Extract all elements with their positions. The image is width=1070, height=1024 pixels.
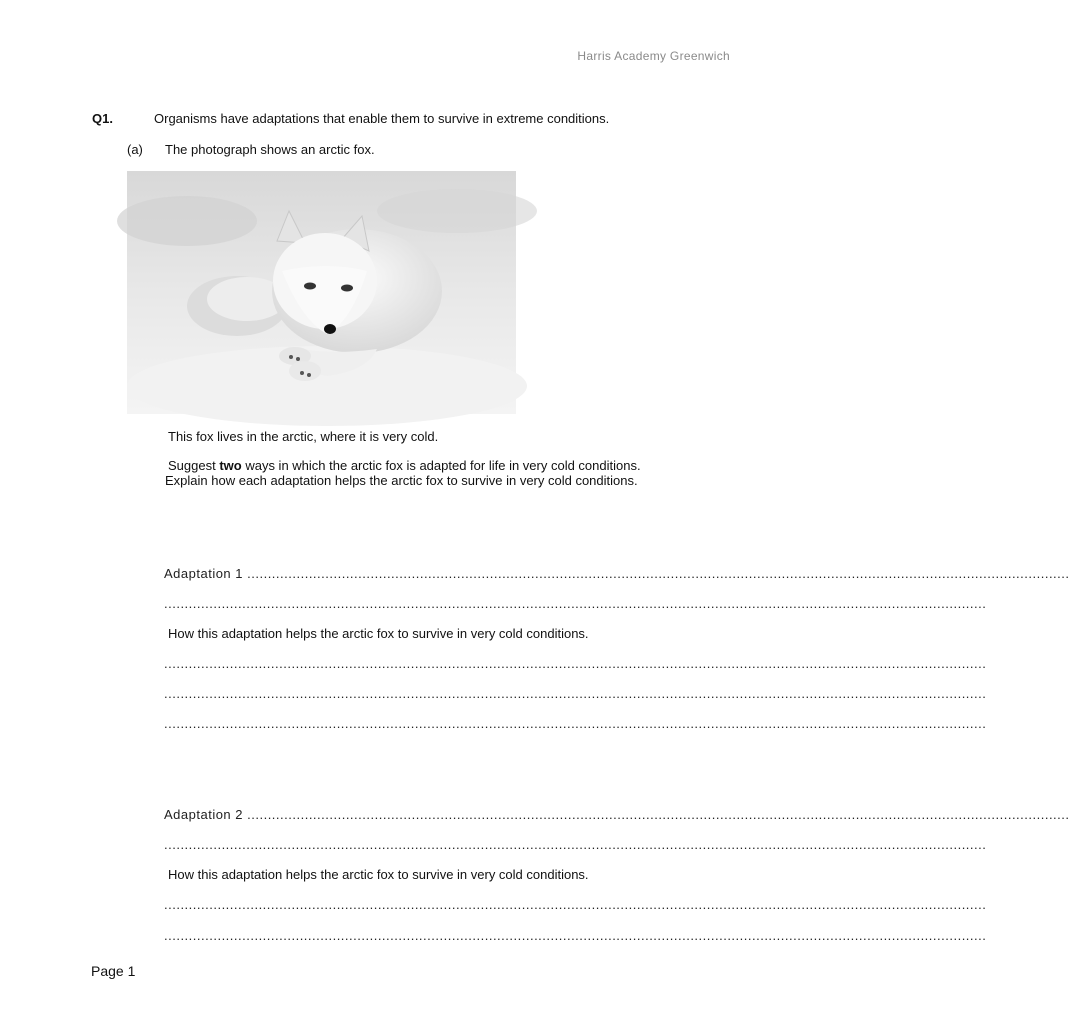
answer-line[interactable]: ........................................................................................................................................................................................................ bbox=[164, 837, 987, 852]
how-prompt: How this adaptation helps the arctic fox to survive in very cold conditions. bbox=[168, 867, 589, 882]
part-text: The photograph shows an arctic fox. bbox=[165, 142, 375, 157]
answer-line[interactable]: ........................................................................................................................................................................................................ bbox=[164, 656, 987, 671]
header-school-name: Harris Academy Greenwich bbox=[577, 49, 730, 63]
adaptation2-answer-line[interactable]: Adaptation 2 ........................................................................................................................................................................................................ bbox=[164, 807, 1070, 822]
question-number: Q1. bbox=[92, 111, 113, 126]
page-number: Page 1 bbox=[91, 963, 136, 979]
answer-line[interactable]: ........................................................................................................................................................................................................ bbox=[164, 928, 987, 943]
answer-line[interactable]: ........................................................................................................................................................................................................ bbox=[164, 686, 987, 701]
part-label: (a) bbox=[127, 142, 143, 157]
question-intro: Organisms have adaptations that enable them to survive in extreme conditions. bbox=[154, 111, 610, 126]
answer-line[interactable]: ........................................................................................................................................................................................................ bbox=[164, 716, 987, 731]
adaptation1-answer-line[interactable]: Adaptation 1 ........................................................................................................................................................................................................ bbox=[164, 566, 1070, 581]
instruction-explain: Explain how each adaptation helps the arctic fox to survive in very cold conditions. bbox=[165, 473, 638, 488]
answer-line[interactable]: ........................................................................................................................................................................................................ bbox=[164, 596, 987, 611]
instruction-suggest: Suggest two ways in which the arctic fox is adapted for life in very cold conditions. bbox=[168, 458, 641, 473]
context-text: This fox lives in the arctic, where it is very cold. bbox=[168, 429, 439, 444]
how-prompt: How this adaptation helps the arctic fox to survive in very cold conditions. bbox=[168, 626, 589, 641]
answer-line[interactable]: ........................................................................................................................................................................................................ bbox=[164, 897, 987, 912]
arctic-fox-photo bbox=[127, 171, 516, 414]
